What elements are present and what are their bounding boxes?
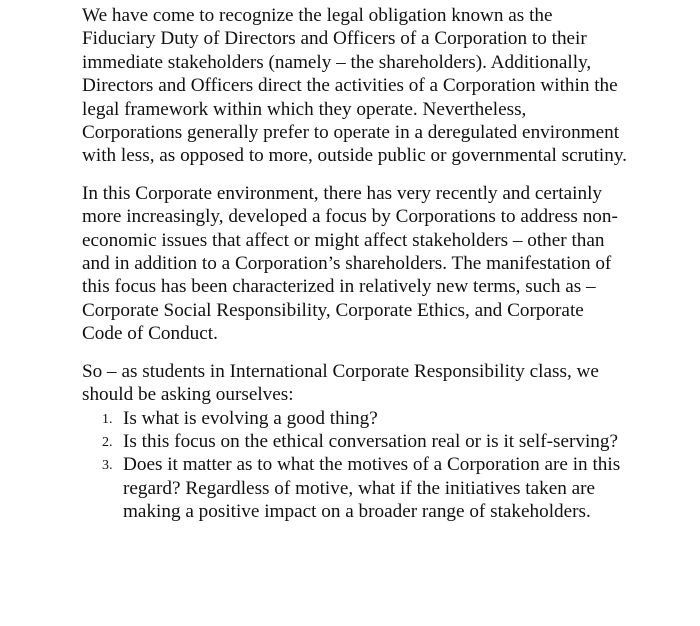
question-list	[82, 407, 627, 524]
list-item-text: Does it matter as to what the motives of a Corporation are in this regard? Regardless of motive, what if the initiatives taken are making a positive impact on a broader range of stakeholders.	[123, 454, 621, 523]
paragraph-fiduciary-duty: We have come to recognize the legal obligation known as the Fiduciary Duty of Directors and Officers of a Corporation to their immediate stakeholders (namely – the shareholders). Additionally, Directors and Officers direct the activities of a Corporation within the legal framework within which they operate. Nevertheless, Corporations generally prefer to operate in a deregulated environment with less, as opposed to more, outside public or governmental scrutiny.	[82, 5, 627, 167]
list-item	[82, 430, 627, 453]
list-item	[82, 407, 627, 430]
list-item-text: Is what is evolving a good thing?	[123, 407, 378, 429]
document-body	[82, 4, 627, 524]
list-item-number: 3.	[102, 458, 113, 474]
list-item-number: 1.	[102, 411, 113, 427]
list-item-number: 2.	[102, 434, 113, 450]
paragraph-corporate-environment: In this Corporate environment, there has very recently and certainly more increasingly, developed a focus by Corporations to address non-economic issues that affect or might affect stakeholders – other than and in addition to a Corporation’s shareholders. The manifestation of this focus has been characterized in relatively new terms, such as – Corporate Social Responsibility, Corporate Ethics, and Corporate Code of Conduct.	[82, 182, 618, 345]
list-item	[82, 453, 627, 523]
paragraph-students-question-intro: So – as students in International Corporate Responsibility class, we should be asking ourselves:	[82, 360, 599, 406]
list-item-text: Is this focus on the ethical conversation real or is it self-serving?	[123, 430, 618, 452]
